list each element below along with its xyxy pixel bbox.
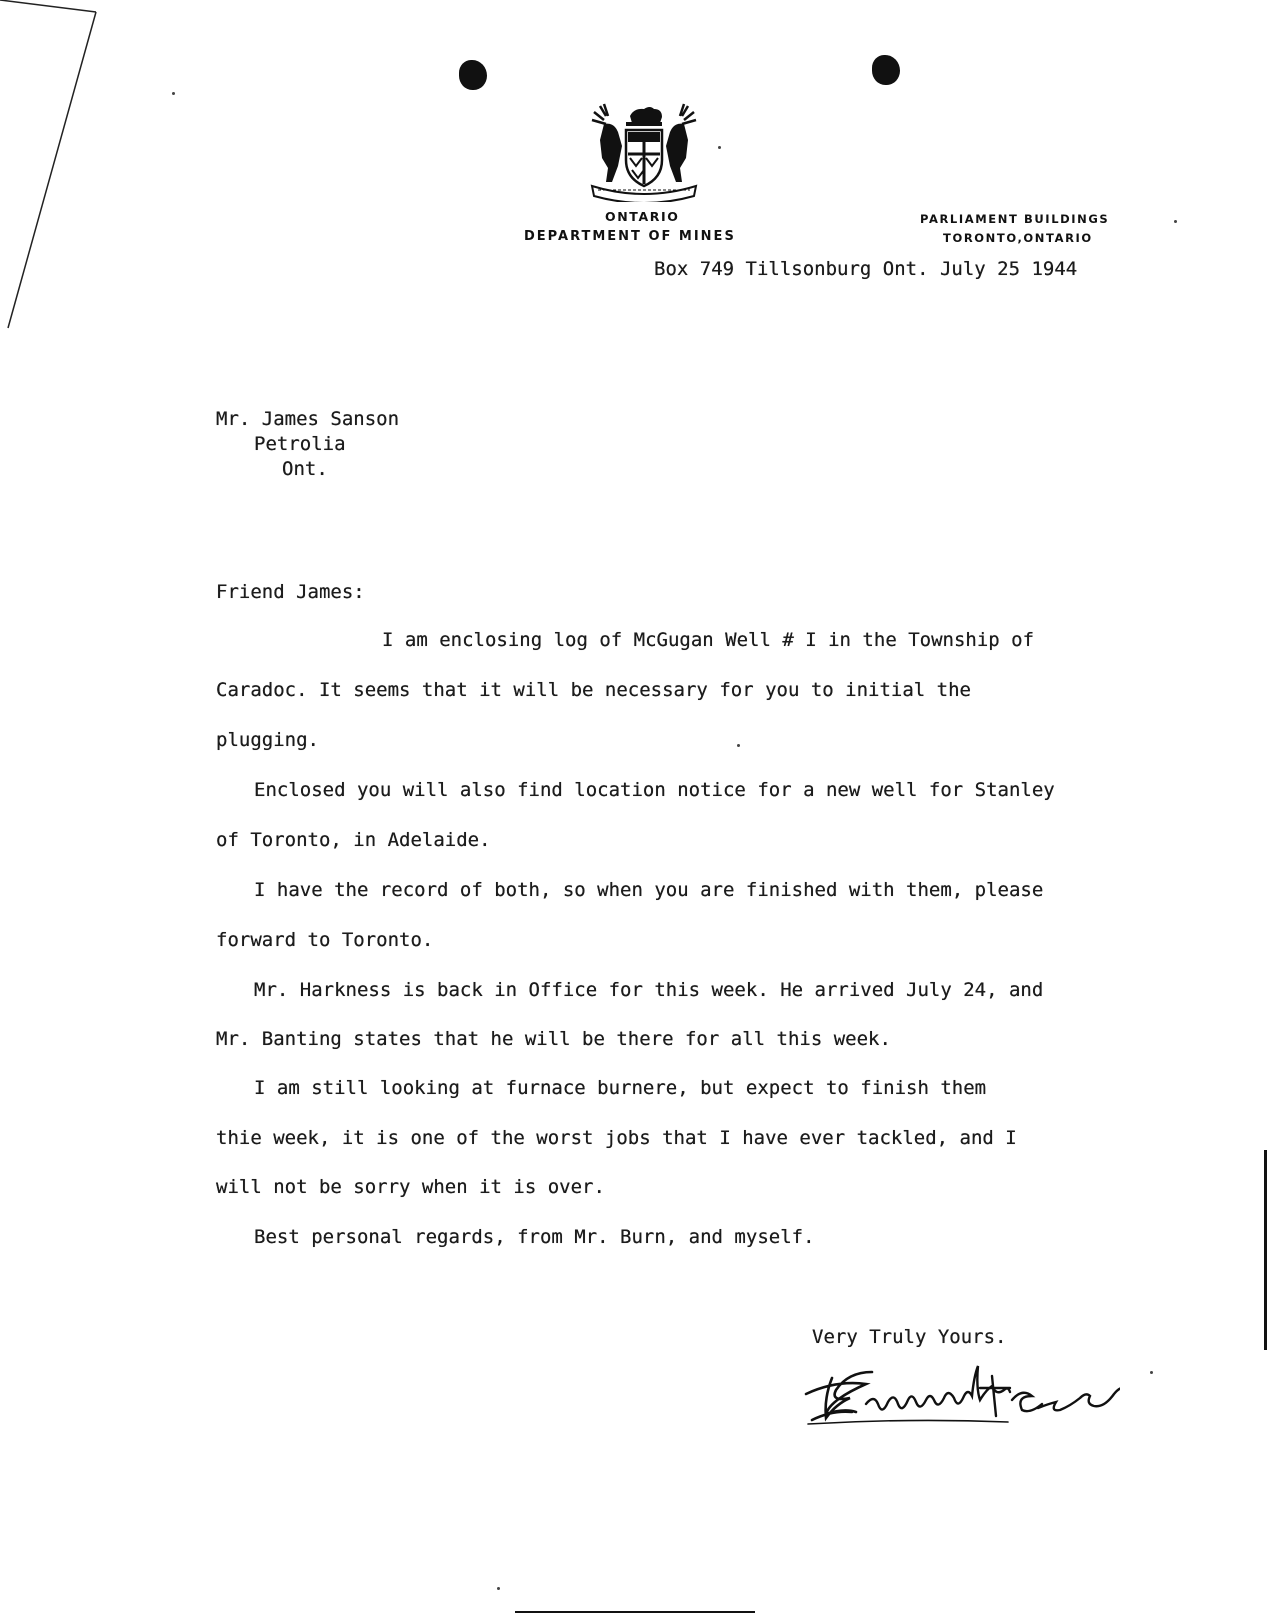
body-line: I am still looking at furnace burnere, but expect to finish them — [254, 1077, 987, 1099]
scan-edge-line — [0, 0, 110, 340]
scan-speck — [1174, 220, 1177, 223]
bottom-rule — [515, 1611, 755, 1613]
body-line: of Toronto, in Adelaide. — [216, 829, 491, 851]
recipient-town: Petrolia — [254, 433, 346, 455]
letterhead-ontario: ONTARIO — [605, 209, 680, 224]
scan-speck — [497, 1587, 500, 1590]
body-line: I am enclosing log of McGugan Well # I in the Township of — [382, 629, 1035, 651]
letterhead-toronto: TORONTO,ONTARIO — [943, 231, 1093, 245]
body-line: I have the record of both, so when you are finished with them, please — [254, 879, 1044, 901]
handwritten-signature — [802, 1358, 1120, 1440]
punch-hole-right — [872, 55, 900, 85]
scan-speck — [1150, 1371, 1153, 1374]
scan-speck — [737, 744, 740, 747]
body-line: Best personal regards, from Mr. Burn, and myself. — [254, 1226, 815, 1248]
salutation: Friend James: — [216, 581, 365, 603]
body-line: Caradoc. It seems that it will be necessary for you to initial the — [216, 679, 971, 701]
body-line: thie week, it is one of the worst jobs that I have ever tackled, and I — [216, 1127, 1017, 1149]
scan-edge-right — [1264, 1150, 1267, 1350]
recipient-name: Mr. James Sanson — [216, 408, 400, 430]
body-line: Enclosed you will also find location notice for a new well for Stanley — [254, 779, 1055, 801]
body-line: Mr. Banting states that he will be there for all this week. — [216, 1028, 891, 1050]
scan-speck — [172, 92, 175, 95]
body-line: will not be sorry when it is over. — [216, 1176, 605, 1198]
dateline: Box 749 Tillsonburg Ont. July 25 1944 — [654, 258, 1078, 280]
scan-speck — [718, 146, 721, 149]
punch-hole-left — [459, 60, 487, 90]
letterhead-department: DEPARTMENT OF MINES — [524, 229, 736, 244]
recipient-province: Ont. — [282, 458, 328, 480]
ontario-crest-icon — [590, 102, 698, 202]
body-line: plugging. — [216, 729, 319, 751]
letterhead-parliament: PARLIAMENT BUILDINGS — [920, 212, 1110, 226]
body-line: Mr. Harkness is back in Office for this week. He arrived July 24, and — [254, 979, 1044, 1001]
closing: Very Truly Yours. — [812, 1326, 1007, 1348]
body-line: forward to Toronto. — [216, 929, 434, 951]
